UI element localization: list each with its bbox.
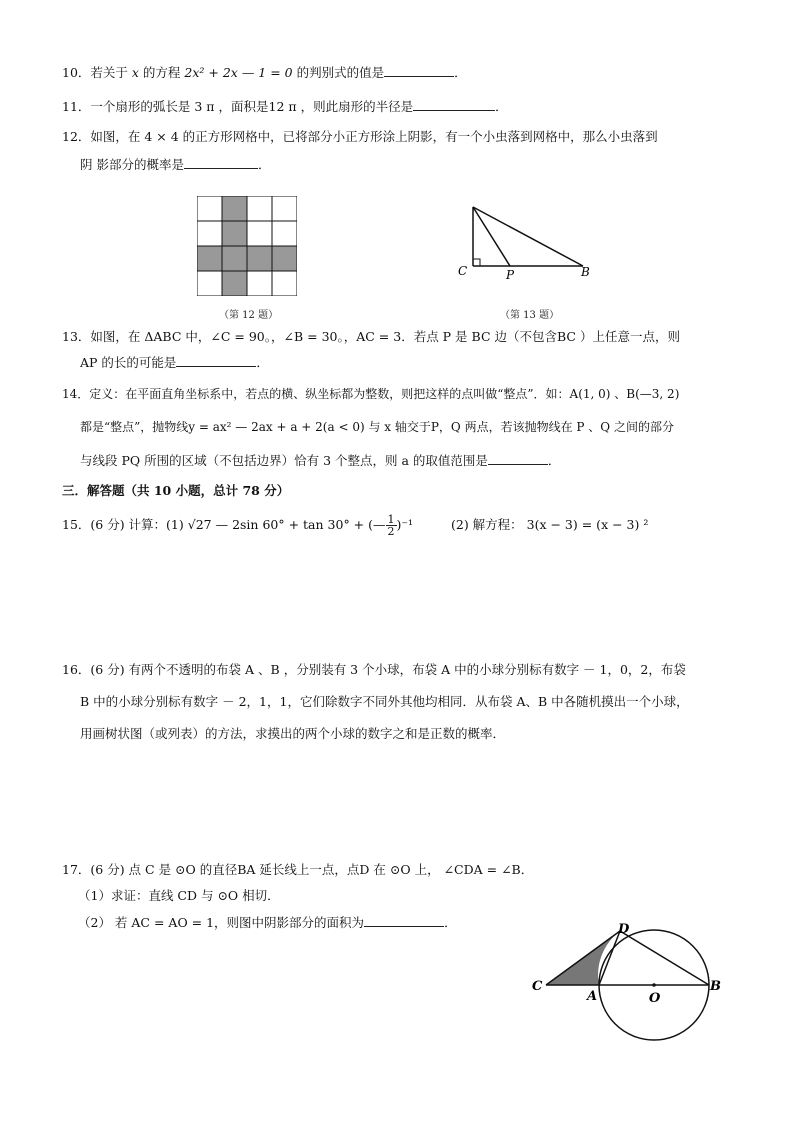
- answer-blank: [364, 914, 444, 927]
- answer-blank: [176, 354, 256, 367]
- center-point: [652, 983, 656, 987]
- section-3-heading: 三．解答题（共 10 小题，总计 78 分）: [62, 483, 290, 498]
- figure-12-caption: （第 12 题）: [219, 310, 279, 321]
- expression-1: √27 — 2sin 60° + tan 30° + (—: [187, 517, 386, 532]
- grid-cell: [247, 271, 272, 296]
- side-ab: [473, 207, 583, 266]
- grid-cell: [197, 196, 222, 221]
- question-16-line1: 16．(6 分) 有两个不透明的布袋 A 、B ，分别装有 3 个小球，布袋 A 中的小球分别标有数字 － 1，0，2，布袋: [62, 662, 686, 677]
- answer-blank: [384, 64, 454, 77]
- chord-db: [620, 931, 709, 985]
- equation-2: (2) 解方程： 3(x − 3) = (x − 3) ²: [450, 517, 649, 532]
- question-13-line1: 13．如图，在 ΔABC 中，∠C = 90。，∠B = 30。，AC = 3．若点 P 是 BC 边（不包含BC ）上任意一点，则: [62, 329, 680, 344]
- grid-cell: [272, 271, 297, 296]
- grid-cell: [197, 271, 222, 296]
- grid-cell: [272, 221, 297, 246]
- label-c: C: [532, 979, 543, 994]
- grid-cell-shaded: [222, 246, 247, 271]
- question-14-line3: 与线段 PQ 所围的区域（不包括边界）恰有 3 个整点，则 a 的取值范围是 ．: [80, 453, 561, 468]
- question-13-line2: AP 的长的可能是 ．: [80, 355, 269, 370]
- right-angle-mark: [473, 259, 480, 266]
- label-d: D: [618, 922, 630, 937]
- question-14-line2: 都是“整点”，抛物线y = ax² — 2ax + a + 2(a < 0) 与 x 轴交于P，Q 两点，若该抛物线在 P 、Q 之间的部分: [80, 420, 674, 434]
- grid-cell-shaded: [272, 246, 297, 271]
- grid-cell: [197, 221, 222, 246]
- label-p: P: [506, 268, 515, 282]
- answer-blank: [184, 156, 258, 169]
- answer-blank: [488, 452, 548, 465]
- question-15: 15．(6 分) 计算：(1) √27 — 2sin 60° + tan 30° + (— $\frac{1}{2}$ )⁻¹ (2) 解方程： 3(x − 3) = (x − 3) ²: [62, 513, 649, 538]
- question-16-line2: B 中的小球分别标有数字 － 2，1，1，它们除数字不同外其他均相同．从布袋 A、B 中各随机摸出一个小球，: [80, 694, 689, 709]
- grid-cell: [272, 196, 297, 221]
- figure-13-caption: （第 13 题）: [500, 310, 560, 321]
- question-17-sub1: （1）求证：直线 CD 与 ⊙O 相切．: [78, 888, 280, 903]
- question-12-line2: 阴 影部分的概率是 ．: [80, 157, 271, 172]
- figure-17-circle: [528, 922, 728, 1042]
- label-a: A: [587, 989, 598, 1004]
- equation: 2x² + 2x — 1 = 0: [184, 65, 293, 80]
- label-o: O: [649, 991, 661, 1006]
- question-12-line1: 12．如图，在 4 × 4 的正方形网格中，已将部分小正方形涂上阴影，有一个小虫落到网格中，那么小虫落到: [62, 129, 658, 144]
- figure-12-grid: [197, 196, 297, 296]
- question-17-line1: 17．(6 分) 点 C 是 ⊙O 的直径BA 延长线上一点，点D 在 ⊙O 上， ∠CDA = ∠B．: [62, 862, 534, 877]
- figure-13-triangle: [455, 200, 605, 282]
- question-17-sub2: （2） 若 AC = AO = 1，则图中阴影部分的面积为 ．: [78, 915, 457, 930]
- question-16-line3: 用画树状图（或列表）的方法，求摸出的两个小球的数字之和是正数的概率．: [80, 726, 506, 741]
- fraction-half: $\frac{1}{2}$: [387, 513, 395, 538]
- label-b: B: [581, 265, 590, 279]
- grid-cell-shaded: [247, 246, 272, 271]
- question-14-line1: 14．定义：在平面直角坐标系中，若点的横、纵坐标都为整数，则把这样的点叫做“整点”．如：A(1, 0) 、B(—3, 2): [62, 387, 680, 401]
- label-b: B: [710, 979, 721, 994]
- segment-ap: [473, 207, 510, 266]
- grid-cell-shaded: [222, 196, 247, 221]
- grid-cell-shaded: [222, 271, 247, 296]
- grid-cell: [247, 196, 272, 221]
- label-c: C: [458, 264, 468, 278]
- question-11: 11．一个扇形的弧长是 3 π ，面积是12 π ，则此扇形的半径是 ．: [62, 99, 508, 114]
- answer-blank: [413, 98, 495, 111]
- grid-cell-shaded: [197, 246, 222, 271]
- grid-cell: [247, 221, 272, 246]
- question-10: 10．若关于 x 的方程 2x² + 2x — 1 = 0 的判别式的值是 ．: [62, 65, 467, 80]
- grid-cell-shaded: [222, 221, 247, 246]
